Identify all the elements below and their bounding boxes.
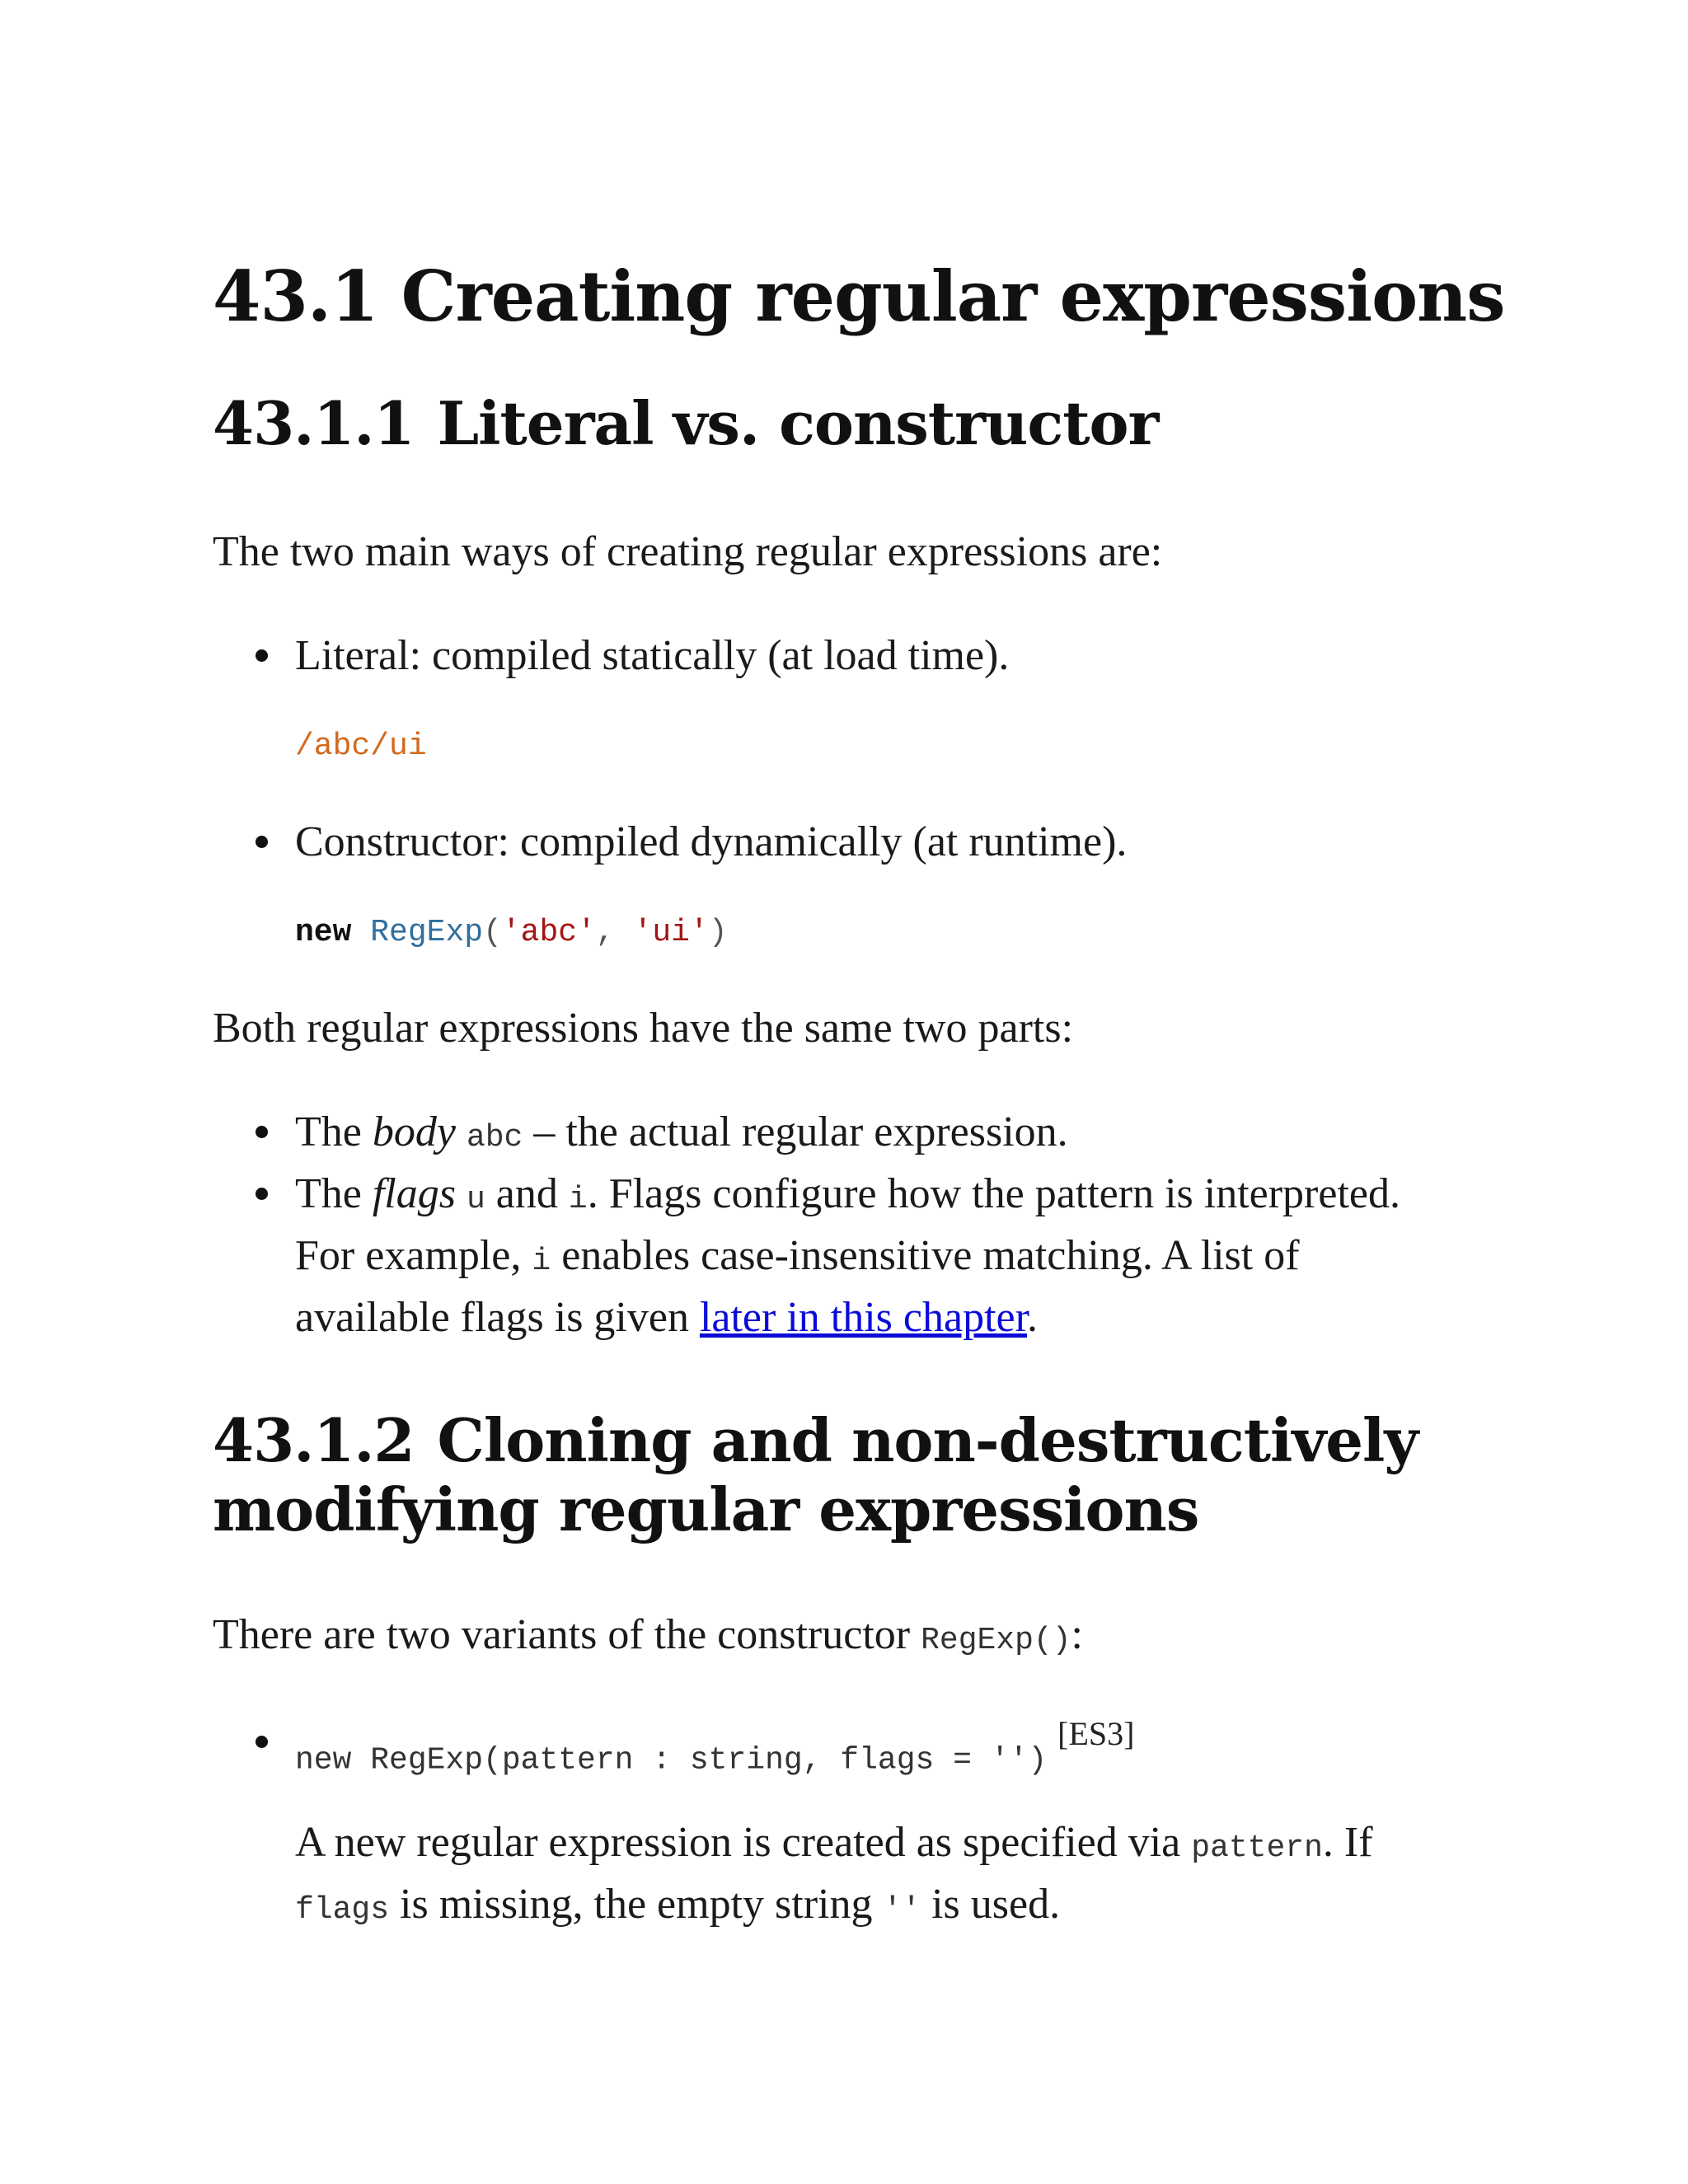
code-string: 'ui': [633, 915, 709, 950]
text-run: .: [1027, 1294, 1039, 1341]
text-run: is used.: [921, 1881, 1061, 1928]
list-item-flags-line2: [295, 1225, 1300, 1292]
emphasis: body: [372, 1108, 456, 1155]
inline-code: abc: [466, 1120, 523, 1155]
subsection-title-line1: Cloning and non-destructively: [437, 1405, 1418, 1475]
list-item-text: [295, 1163, 1400, 1230]
list-item-text: Constructor: compiled dynamically (at runtime).: [295, 818, 1128, 865]
code-punctuation: ,: [595, 915, 634, 950]
text-run: – the actual regular expression.: [523, 1108, 1068, 1155]
subsection-heading-line1: [213, 1406, 1418, 1475]
code-class: RegExp: [370, 915, 484, 950]
text-run: and: [485, 1170, 569, 1217]
inline-code: '': [883, 1892, 921, 1928]
inline-code: flags: [295, 1892, 390, 1928]
parts-intro-paragraph: Both regular expressions have the same two parts:: [213, 1005, 1074, 1052]
text-run: is missing, the empty string: [389, 1881, 884, 1928]
list-item-text: Literal: compiled statically (at load time).: [295, 632, 1010, 679]
code-keyword: new: [295, 915, 352, 950]
version-tag: [ES3]: [1057, 1715, 1135, 1752]
subsection-title: Literal vs. constructor: [437, 388, 1159, 458]
later-in-chapter-link[interactable]: later in this chapter: [699, 1294, 1028, 1341]
section-title: Creating regular expressions: [401, 255, 1505, 337]
intro-paragraph: The two main ways of creating regular expressions are:: [213, 528, 1163, 575]
signature-description-line2: [295, 1873, 1060, 1941]
code-punctuation: ): [708, 915, 728, 950]
text-run: The: [295, 1170, 373, 1217]
inline-code: u: [466, 1182, 485, 1217]
subsection-number: 43.1.2: [213, 1405, 415, 1475]
code-block-constructor: [295, 912, 728, 954]
list-item-text: [295, 1711, 1134, 1791]
subsection-heading-43-1-1: [213, 389, 1158, 458]
text-run: For example,: [295, 1232, 532, 1279]
signature-description-line1: [295, 1811, 1373, 1879]
text-run: A new regular expression is created as specified via: [295, 1819, 1192, 1866]
inline-code: RegExp(): [921, 1623, 1071, 1658]
inline-code: pattern: [1191, 1830, 1323, 1866]
section-number: 43.1: [213, 255, 378, 337]
inline-code: i: [568, 1182, 588, 1217]
code-punctuation: (: [483, 915, 502, 950]
constructor-signature-code: new RegExp(pattern : string, flags = ''): [295, 1742, 1048, 1779]
subsection-title-line2: modifying regular expressions: [213, 1474, 1199, 1544]
emphasis: flags: [372, 1170, 456, 1217]
inline-code: i: [532, 1244, 551, 1279]
text-run: :: [1071, 1611, 1083, 1658]
list-item-flags-line3: [295, 1286, 1038, 1348]
variants-intro-paragraph: [213, 1604, 1083, 1671]
text-run: There are two variants of the constructor: [213, 1611, 921, 1658]
text-run: enables case-insensitive matching. A list of: [551, 1232, 1300, 1279]
text-run: . Flags configure how the pattern is interpreted.: [587, 1170, 1400, 1217]
subsection-heading-43-1-2: [213, 1406, 1418, 1544]
subsection-number: 43.1.1: [213, 388, 415, 458]
text-run: . If: [1322, 1819, 1373, 1866]
code-block-literal: /abc/ui: [295, 729, 427, 764]
text-run: The: [295, 1108, 373, 1155]
text-run: available flags is given: [295, 1294, 700, 1341]
list-item-text: [295, 1101, 1068, 1169]
code-string: 'abc': [501, 915, 596, 950]
section-heading-43-1: [213, 255, 1505, 338]
